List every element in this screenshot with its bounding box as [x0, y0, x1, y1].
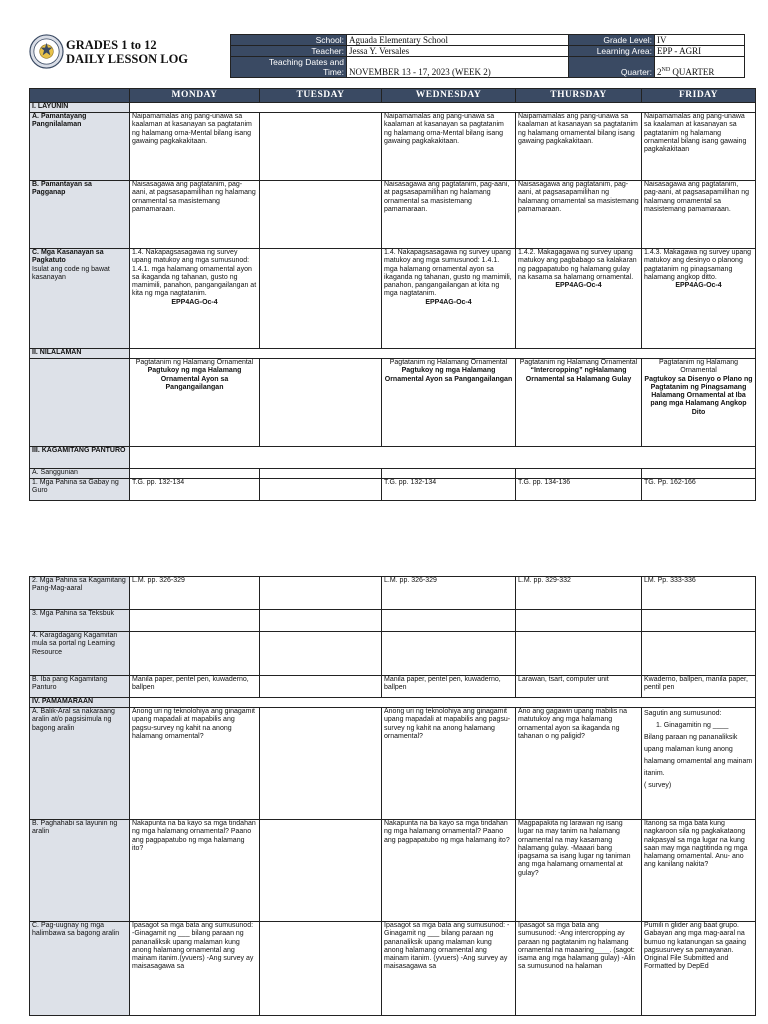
cell-g-wed: T.G. pp. 132-134 [382, 479, 516, 501]
header-info-table [230, 34, 745, 78]
grade-value: IV [655, 35, 745, 46]
section-row-pamamaraan [30, 698, 756, 708]
cell-c-thu-text: 1.4.2. Makagagawa ng survey upang matukoy ang pagbabago sa kalakaran ng pagpapatubo ng halamang gulay na kasama sa halamang ornamental. [518, 249, 637, 281]
quarter-label: Quarter: [569, 57, 655, 78]
section-layunin-span [130, 103, 756, 113]
cell-s-tue [260, 469, 382, 479]
teacher-value: Jessa Y. Versales [347, 46, 569, 57]
dates-value: NOVEMBER 13 - 17, 2023 (WEEK 2) [347, 57, 569, 78]
label-kasanayan-title: C. Mga Kasanayan sa Pagkatuto [32, 249, 104, 265]
row-paghahabi [30, 820, 756, 922]
cell-a-mon: Naipamamalas ang pang-unawa sa kaalaman at kasanayan sa pagtatanim ng halamang orna-Mental bilang isang gawaing pagkakakitaan. [130, 113, 260, 181]
section-layunin: I. LAYUNIN [30, 103, 130, 113]
cell-c-fri [642, 249, 756, 349]
cell-b-thu: Naisasagawa ang pagtatanim, pag-aani, at pagsasapamilihan ng halamang ornamental sa masistemang pamamaraan. [516, 181, 642, 249]
label-karagdagang: 4. Karagdagang Kagamitan mula sa portal ng Learning Resource [30, 632, 130, 676]
cell-n-wed-top: Pagtatanim ng Halamang Ornamental [389, 359, 508, 366]
cell-lm-thu: L.M. pp. 329-332 [516, 577, 642, 610]
cell-pu-mon: Ipasagot sa mga bata ang sumusunod: -Ginagamit ng ___ bilang paraan ng pananaliksik upang malaman kung anong halamang ornamental ang mainam itanim.(yvuers) -Ang survey ay maisasagawa sa [130, 922, 260, 1016]
cell-c-mon-code: EPP4AG-Oc-4 [171, 298, 218, 306]
cell-lm-wed: L.M. pp. 326-329 [382, 577, 516, 610]
label-kasanayan [30, 249, 130, 349]
teacher-label: Teacher: [231, 46, 347, 57]
label-teksbuk: 3. Mga Pahina sa Teksbuk [30, 610, 130, 632]
section-row-kagamitan [30, 447, 756, 469]
deped-seal-icon [29, 34, 64, 69]
cell-c-fri-text: 1.4.3. Makagawa ng survey upang matukoy ang desinyo o planong pagtatanim ng pinagsamang halamang angkop ditto. [644, 249, 752, 281]
cell-ba-wed: Anong uri ng teknolohiya ang ginagamit upang mapadali at mapabilis ang pagsu-survey ng kahit na anong halamang ornamental? [382, 708, 516, 820]
cell-c-wed-code: EPP4AG-Oc-4 [425, 298, 472, 306]
row-balik-aral [30, 708, 756, 820]
section-row-nilalaman [30, 349, 756, 359]
cell-kr-tue [260, 632, 382, 676]
section-nilalaman-span [130, 349, 756, 359]
section-pamamaraan-span [130, 698, 756, 708]
cell-a-wed: Naipamamalas ang pang-unawa sa kaalaman at kasanayan sa pagtatanim ng halamang orna-Mental bilang isang gawaing pagkakakitaan. [382, 113, 516, 181]
corner-cell [30, 89, 130, 103]
cell-g-fri: TG. Pp. 162-166 [642, 479, 756, 501]
cell-a-fri: Naipamamalas ang pang-unawa sa kaalaman at kasanayan sa pagtatanim ng halamang ornamental bilang isang gawaing pagkakakitaan [642, 113, 756, 181]
cell-s-thu [516, 469, 642, 479]
cell-pl-wed: Nakapunta na ba kayo sa mga tindahan ng mga halamang ornamental? Paano ang pagpapatubo ng mga halamang ito? [382, 820, 516, 922]
cell-a-tue [260, 113, 382, 181]
row-kasanayan-sa-pagkatuto [30, 249, 756, 349]
cell-c-mon [130, 249, 260, 349]
school-label: School: [231, 35, 347, 46]
label-kasanayan-sub: Isulat ang code ng bawat kasanayan [32, 265, 110, 281]
cell-n-fri-top: Pagtatanim ng Halamang Ornamental [659, 359, 738, 375]
cell-ba-fri [642, 708, 756, 820]
cell-b-wed: Naisasagawa ang pagtatanim, pag-aani, at pagsasapamilihan ng halamang ornamental sa masistemang pamamaraan. [382, 181, 516, 249]
cell-kr-thu [516, 632, 642, 676]
quarter-suffix: QUARTER [670, 67, 715, 77]
label-gabay-guro: 1. Mga Pahina sa Gabay ng Guro [30, 479, 130, 501]
label-iba-pang-kagamitan: B. Iba pang Kagamitang Panturo [30, 676, 130, 698]
grade-label: Grade Level: [569, 35, 655, 46]
school-value: Aguada Elementary School [347, 35, 569, 46]
cell-ib-wed: Manila paper, pentel pen, kuwaderno, ballpen [382, 676, 516, 698]
cell-n-tue [260, 359, 382, 447]
cell-pl-fri: Itanong sa mga bata kung nagkaroon sila ng pagkakataong nakpasyal sa mga lugar na kung saan may mga nagtitinda ng mga halamang ornamental. Anu- ano ang kanilang nakita? [642, 820, 756, 922]
row-sanggunian [30, 469, 756, 479]
day-thursday: THURSDAY [516, 89, 642, 103]
day-header-row [30, 89, 756, 103]
cell-ba-fri-line2: 1. Ginagamitin ng ____ [656, 722, 729, 729]
cell-n-fri-title: Pagtukoy sa Disenyo o Plano ng Pagtatanim ng Pinagsamang Halamang Ornamental at Iba pang mga Halamang Angkop Dito [644, 375, 753, 416]
row-pamantayan-sa-pagganap [30, 181, 756, 249]
section-row-layunin [30, 103, 756, 113]
label-nilalaman-empty [30, 359, 130, 447]
cell-b-mon: Naisasagawa ang pagtatanim, pag-aani, at pagsasapamilihan ng halamang ornamental sa masistemang pamamaraan. [130, 181, 260, 249]
cell-tk-mon [130, 610, 260, 632]
day-monday: MONDAY [130, 89, 260, 103]
area-value: EPP - AGRI [655, 46, 745, 57]
quarter-value [655, 57, 745, 78]
cell-s-wed [382, 469, 516, 479]
cell-b-tue [260, 181, 382, 249]
cell-n-wed-title: Pagtukoy ng mga Halamang Ornamental Ayon sa Pangangailangan [384, 367, 513, 383]
cell-a-thu: Naipamamalas ang pang-unawa sa kaalaman at kasanayan sa pagtatanim ng halamang ornamental bilang isang gawaing pagkakakitaan. [516, 113, 642, 181]
form-title-line2: DAILY LESSON LOG [66, 52, 189, 66]
cell-n-wed [382, 359, 516, 447]
cell-c-fri-code: EPP4AG-Oc-4 [675, 282, 722, 290]
row-pag-uugnay [30, 922, 756, 1016]
cell-pl-tue [260, 820, 382, 922]
cell-ib-mon: Manila paper, pentel pen, kuwaderno, ballpen [130, 676, 260, 698]
area-label: Learning Area: [569, 46, 655, 57]
dates-label-line1: Teaching Dates and [268, 57, 344, 67]
cell-ba-thu: Ano ang gagawin upang mabilis na matutukoy ang mga halamang ornamental ayon sa ikaganda ng tahanan o ng paligid? [516, 708, 642, 820]
label-pamantayan-sa-pagganap: B. Pamantayan sa Pagganap [30, 181, 130, 249]
row-gabay-guro [30, 479, 756, 501]
form-title-line1: GRADES 1 to 12 [66, 38, 157, 52]
cell-pl-thu: Magpapakita ng larawan ng isang lugar na may tanim na halamang ornamental na may kasamang halamang gulay. -Maaari bang ipagsama sa isang lugar ng taniman ang mga halamang ornamental at gulay? [516, 820, 642, 922]
cell-pu-wed: Ipasagot sa mga bata ang sumusunod: -Ginagamit ng ___ bilang paraan ng pananaliksik upang malaman kung anong halamang ornamental ang mainam itanim. (yvuers) -Ang survey ay maisasagawa sa [382, 922, 516, 1016]
cell-n-fri [642, 359, 756, 447]
cell-n-thu [516, 359, 642, 447]
row-lm-pages [30, 577, 756, 610]
lesson-log-table-page1 [29, 88, 756, 501]
label-pamantayang-pangnilalaman: A. Pamantayang Pangnilalaman [30, 113, 130, 181]
cell-lm-mon: L.M. pp. 326-329 [130, 577, 260, 610]
cell-c-thu-code: EPP4AG-Oc-4 [555, 282, 602, 290]
row-nilalaman-content [30, 359, 756, 447]
day-tuesday: TUESDAY [260, 89, 382, 103]
cell-n-mon-top: Pagtatanim ng Halamang Ornamental [135, 359, 254, 366]
cell-tk-wed [382, 610, 516, 632]
cell-c-tue [260, 249, 382, 349]
cell-pu-thu: Ipasagot sa mga bata ang sumusunod: -Ang intercropping ay paraan ng pagtatanim ng halamang ornamental na maaaring____. (sagot: isama ang mga halamang gulay) -Alin sa sumusunod na halaman [516, 922, 642, 1016]
label-balik-aral: A. Balik-Aral sa nakaraang aralin at/o pagsisimula ng bagong aralin [30, 708, 130, 820]
cell-ib-tue [260, 676, 382, 698]
cell-lm-fri: LM. Pp. 333-336 [642, 577, 756, 610]
cell-c-mon-text: 1.4. Nakapagsasagawa ng survey upang matukoy ang mga sumusunod: 1.4.1. mga halamang ornamental ayon sa ikaganda ng tahanan, gusto ng mamimili, panahon, pangangailangan at kita ng mga nagtatanim. [132, 249, 257, 298]
cell-ba-fri-line1: Sagutin ang sumusunod: [644, 710, 722, 717]
form-title [66, 38, 188, 66]
cell-ba-mon: Anong uri ng teknolohiya ang ginagamit upang mapadali at mapabilis ang pagsu-survey ng kahit na anong halamang ornamental? [130, 708, 260, 820]
row-iba-pang-kagamitan [30, 676, 756, 698]
cell-ib-fri: Kwaderno, ballpen, manila paper, pentil pen [642, 676, 756, 698]
cell-n-mon [130, 359, 260, 447]
cell-g-mon: T.G. pp. 132-134 [130, 479, 260, 501]
cell-tk-thu [516, 610, 642, 632]
cell-kr-fri [642, 632, 756, 676]
cell-kr-wed [382, 632, 516, 676]
section-nilalaman: II. NILALAMAN [30, 349, 130, 359]
quarter-number: 2 [657, 67, 662, 77]
row-teksbuk [30, 610, 756, 632]
row-karagdagang [30, 632, 756, 676]
cell-pl-mon: Nakapunta na ba kayo sa mga tindahan ng mga halamang ornamental? Paano ang pagpapatubo ng mga halamang ito? [130, 820, 260, 922]
row-pamantayang-pangnilalaman [30, 113, 756, 181]
cell-n-thu-top: Pagtatanim ng Halamang Ornamental [519, 359, 638, 366]
section-kagamitan: III. KAGAMITANG PANTURO [30, 447, 130, 469]
cell-ba-fri-line4: ( survey) [644, 782, 672, 789]
label-sanggunian: A. Sanggunian [30, 469, 130, 479]
cell-pu-fri: Pumili n glider ang baat grupo. Gabayan ang mga mag-aaral na bumuo ng katanungan sa gaaing pagsusurvey sa pamayanan. Original File Submitted and Formatted by DepEd [642, 922, 756, 1016]
cell-b-fri: Naisasagawa ang pagtatanim, pag-aani, at pagsasapamilihan ng halamang ornamental sa masistemang pamamaraan. [642, 181, 756, 249]
quarter-sup: ND [661, 67, 671, 73]
cell-s-mon [130, 469, 260, 479]
cell-tk-fri [642, 610, 756, 632]
cell-ba-tue [260, 708, 382, 820]
section-kagamitan-span [130, 447, 756, 469]
cell-c-wed [382, 249, 516, 349]
cell-lm-tue [260, 577, 382, 610]
label-pag-uugnay: C. Pag-uugnay ng mga halimbawa sa bagong aralin [30, 922, 130, 1016]
label-lm-pages: 2. Mga Pahina sa Kagamitang Pang-Mag-aaral [30, 577, 130, 610]
cell-g-tue [260, 479, 382, 501]
dates-label [231, 57, 347, 78]
cell-n-mon-title: Pagtukoy ng mga Halamang Ornamental Ayon sa Pangangailangan [147, 367, 242, 391]
day-wednesday: WEDNESDAY [382, 89, 516, 103]
label-paghahabi: B. Paghahabi sa layunin ng aralin [30, 820, 130, 922]
cell-c-thu [516, 249, 642, 349]
section-pamamaraan: IV. PAMAMARAAN [30, 698, 130, 708]
dates-label-line2: Time: [323, 67, 344, 77]
day-friday: FRIDAY [642, 89, 756, 103]
cell-pu-tue [260, 922, 382, 1016]
lesson-log-table-page2 [29, 576, 756, 1016]
cell-ba-fri-line3: Bilang paraan ng pananaliksik upang malaman kung anong halamang ornamental ang mainam itanim. [644, 734, 753, 777]
cell-tk-tue [260, 610, 382, 632]
cell-s-fri [642, 469, 756, 479]
cell-g-thu: T.G. pp. 134-136 [516, 479, 642, 501]
cell-ib-thu: Larawan, tsart, computer unit [516, 676, 642, 698]
cell-c-wed-text: 1.4. Nakapagsasagawa ng survey upang matukoy ang mga sumusunod: 1.4.1. mga halamang ornamental ayon sa ikaganda ng tahanan, gusto ng mamimili, panahon, pangangailangan at kita ng mga nagtatanim. [384, 249, 512, 298]
cell-kr-mon [130, 632, 260, 676]
cell-n-thu-title: “Intercropping” ngHalamang Ornamental sa Halamang Gulay [525, 367, 632, 383]
